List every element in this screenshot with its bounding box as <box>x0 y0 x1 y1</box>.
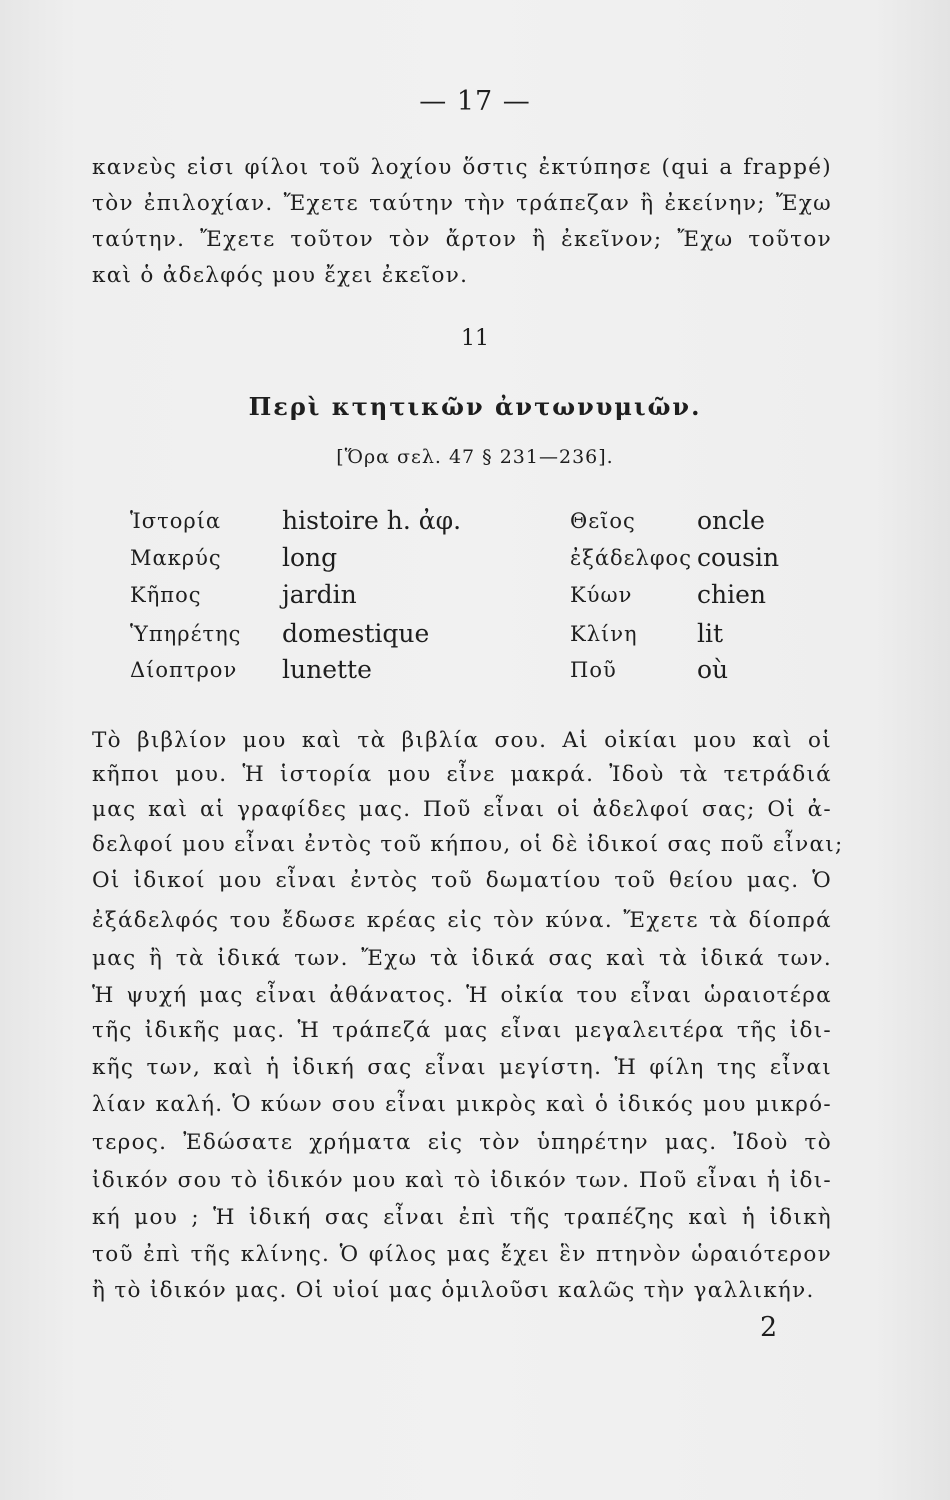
french-term: histoire h. ἀφ. <box>282 506 462 535</box>
vocabulary-row <box>0 652 950 688</box>
exercise-line: δελφοί μου εἶναι ἐντὸς τοῦ κήπου, οἱ δὲ ἰδικοί σας ποῦ εἶναι; <box>92 832 844 857</box>
exercise-line: κῆς των, καὶ ἡ ἰδική σας εἶναι μεγίστη. Ἡ φίλη της εἶναι <box>92 1055 832 1080</box>
french-term: lunette <box>282 655 372 684</box>
french-term: jardin <box>282 580 357 609</box>
exercise-line: Οἱ ἰδικοί μου εἶναι ἐντὸς τοῦ δωματίου τοῦ θείου μας. Ὁ <box>92 868 832 893</box>
intro-line: κανεὺς εἰσι φίλοι τοῦ λοχίου ὅστις ἐκτύπησε (qui a frappé) <box>92 155 832 180</box>
greek-term: Δίοπτρον <box>130 658 238 682</box>
vocabulary-row <box>0 616 950 652</box>
greek-term: Μακρύς <box>130 546 222 570</box>
french-term: chien <box>697 580 766 609</box>
exercise-line: κῆποι μου. Ἡ ἱστορία μου εἶνε μακρά. Ἰδοὺ τὰ τετράδιά <box>92 762 832 787</box>
exercise-line: λίαν καλή. Ὁ κύων σου εἶναι μικρὸς καὶ ὁ ἰδικός μου μικρό- <box>92 1092 832 1117</box>
french-term: long <box>282 543 338 572</box>
intro-line: καὶ ὁ ἀδελφός μου ἔχει ἐκεῖον. <box>92 263 469 288</box>
greek-term: Ὑπηρέτης <box>130 622 242 646</box>
exercise-line: τοῦ ἐπὶ τῆς κλίνης. Ὁ φίλος μας ἔχει ἓν πτηνὸν ὡραιότερον <box>92 1242 832 1267</box>
exercise-line: ἰδικόν σου τὸ ἰδικόν μου καὶ τὸ ἰδικόν των. Ποῦ εἶναι ἡ ἰδι- <box>92 1168 832 1193</box>
french-term: cousin <box>697 543 780 572</box>
exercise-line: τερος. Ἐδώσατε χρήματα εἰς τὸν ὑπηρέτην μας. Ἰδοὺ τὸ <box>92 1130 832 1155</box>
french-term: où <box>697 655 729 684</box>
page-number: — 17 — <box>419 86 531 117</box>
exercise-line: κή μου ; Ἡ ἰδική σας εἶναι ἐπὶ τῆς τραπέζης καὶ ἡ ἰδικὴ <box>92 1205 832 1230</box>
greek-term: Κῆπος <box>130 583 202 607</box>
exercise-line: Τὸ βιβλίον μου καὶ τὰ βιβλία σου. Αἱ οἰκίαι μου καὶ οἱ <box>92 728 832 753</box>
vocabulary-row <box>0 577 950 613</box>
vocabulary-row <box>0 503 950 539</box>
greek-term: Ἱστορία <box>130 509 222 533</box>
french-term: lit <box>697 619 724 648</box>
exercise-line: ἐξάδελφός του ἔδωσε κρέας εἰς τὸν κύνα. Ἔχετε τὰ δίοπρά <box>92 908 832 933</box>
section-number: 11 <box>461 326 489 351</box>
exercise-line: Ἡ ψυχή μας εἶναι ἀθάνατος. Ἡ οἰκία του εἶναι ὡραιοτέρα <box>92 983 832 1008</box>
greek-term: Κύων <box>570 583 633 607</box>
greek-term: Ποῦ <box>570 658 617 682</box>
exercise-line: τῆς ἰδικῆς μας. Ἡ τράπεζά μας εἶναι μεγαλειτέρα τῆς ἰδι- <box>92 1018 832 1043</box>
greek-term: Κλίνη <box>570 622 638 646</box>
signature-mark: 2 <box>760 1312 778 1343</box>
french-term: domestique <box>282 619 430 648</box>
greek-term: ἐξάδελφος <box>570 546 692 570</box>
page-reference: [Ὅρα σελ. 47 § 231—236]. <box>336 446 614 468</box>
french-term: oncle <box>697 506 765 535</box>
greek-term: Θεῖος <box>570 509 636 533</box>
section-title: Περὶ κτητικῶν ἀντωνυμιῶν. <box>248 392 702 421</box>
exercise-line: ἢ τὸ ἰδικόν μας. Οἱ υἱοί μας ὁμιλοῦσι καλῶς τὴν γαλλικήν. <box>92 1278 815 1303</box>
vocabulary-row <box>0 540 950 576</box>
intro-line: ταύτην. Ἔχετε τοῦτον τὸν ἄρτον ἢ ἐκεῖνον; Ἔχω τοῦτον <box>92 227 832 252</box>
intro-line: τὸν ἐπιλοχίαν. Ἔχετε ταύτην τὴν τράπεζαν ἢ ἐκείνην; Ἔχω <box>92 191 832 216</box>
exercise-line: μας καὶ αἱ γραφίδες μας. Ποῦ εἶναι οἱ ἀδελφοί σας; Οἱ ἀ- <box>92 797 832 822</box>
exercise-line: μας ἢ τὰ ἰδικά των. Ἔχω τὰ ἰδικά σας καὶ τὰ ἰδικά των. <box>92 946 832 971</box>
